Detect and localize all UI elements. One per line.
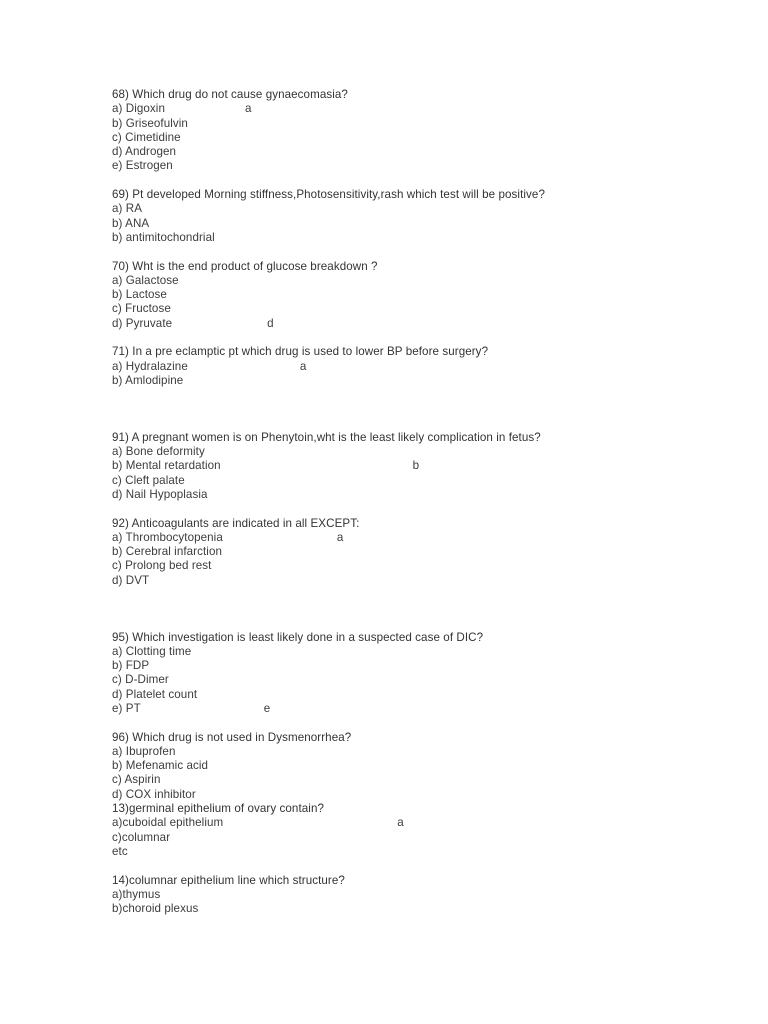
question-block [112,431,712,502]
answer-option-label: d) Nail Hypoplasia [112,487,208,501]
answer-option-label: a) Galactose [112,273,179,287]
answer-option [112,702,712,716]
question-block [112,188,712,245]
question-block [112,517,712,588]
answer-option [112,831,712,845]
answer-option-label: e) PT [112,701,141,715]
answer-option [112,902,712,916]
answer-option [112,845,712,859]
answer-option-label: d) Pyruvate [112,316,173,330]
answer-option-label: a)thymus [112,887,161,901]
answer-option-label: d) Platelet count [112,687,198,701]
answer-option-label: c) Cleft palate [112,473,185,487]
answer-option-label: b) Cerebral infarction [112,545,223,559]
answer-option [112,745,712,759]
answer-option-label: a) Bone deformity [112,445,205,459]
answer-option-label: c) Cimetidine [112,130,181,144]
answer-option [112,231,712,245]
answer-option-label: c) D-Dimer [112,673,169,687]
question-stem: 13)germinal epithelium of ovary contain? [112,802,325,816]
answer-key-marker: a [245,102,252,116]
answer-option-label: b) Mental retardation [112,459,221,473]
answer-option-label: a) Clotting time [112,644,192,658]
question-block [112,731,712,802]
answer-key-marker: d [267,316,274,330]
answer-option-label: etc [112,844,128,858]
answer-option [112,816,712,830]
answer-option-label: c) Fructose [112,302,171,316]
answer-option-label: b) Mefenamic acid [112,759,209,773]
answer-option [112,788,712,802]
answer-option-label: a) Thrombocytopenia [112,530,223,544]
answer-option [112,545,712,559]
answer-option [112,488,712,502]
answer-option [112,302,712,316]
answer-option-label: a) Hydralazine [112,359,188,373]
answer-option [112,360,712,374]
question-stem: 14)columnar epithelium line which structure? [112,873,345,887]
answer-option-label: a) RA [112,202,143,216]
answer-option-label: a) Ibuprofen [112,744,176,758]
answer-key-marker: a [299,359,307,373]
answer-option [112,659,712,673]
answer-option-label: a) Digoxin [112,102,165,116]
answer-option [112,673,712,687]
answer-option [112,317,712,331]
answer-option-label: d) Androgen [112,145,177,159]
answer-key-marker: b [412,459,420,473]
answer-option [112,773,712,787]
answer-option-label: b) ANA [112,216,150,230]
answer-option-label: c) Aspirin [112,773,161,787]
answer-key-marker: e [263,701,271,715]
question-stem: 91) A pregnant women is on Phenytoin,wht is the least likely complication in fetus? [112,430,541,444]
question-stem: 96) Which drug is not used in Dysmenorrhea? [112,730,352,744]
question-stem: 71) In a pre eclamptic pt which drug is used to lower BP before surgery? [112,345,489,359]
answer-option-label: b)choroid plexus [112,902,199,916]
question-block [112,88,712,174]
answer-option [112,274,712,288]
answer-option [112,159,712,173]
answer-option [112,645,712,659]
answer-option [112,217,712,231]
question-stem: 70) Wht is the end product of glucose breakdown ? [112,259,378,273]
question-stem: 69) Pt developed Morning stiffness,Photosensitivity,rash which test will be positive? [112,188,545,202]
question-block [112,260,712,331]
answer-option-label: d) COX inhibitor [112,787,196,801]
answer-option-label: b) Griseofulvin [112,116,188,130]
answer-option [112,559,712,573]
answer-option-label: c)columnar [112,830,171,844]
question-block [112,631,712,717]
answer-option [112,445,712,459]
answer-key-marker: a [336,530,344,544]
answer-option [112,574,712,588]
answer-option-label: c) Prolong bed rest [112,559,212,573]
answer-option [112,888,712,902]
answer-option-label: b) Lactose [112,288,167,302]
question-list [112,88,712,916]
question-block [112,874,712,917]
answer-key-marker: a [397,816,404,830]
answer-option [112,459,712,473]
answer-option [112,202,712,216]
answer-option-label: b) FDP [112,659,150,673]
answer-option-label: e) Estrogen [112,159,173,173]
answer-option [112,374,712,388]
question-stem: 95) Which investigation is least likely done in a suspected case of DIC? [112,630,484,644]
question-block [112,802,712,859]
answer-option [112,131,712,145]
answer-option [112,474,712,488]
answer-option [112,759,712,773]
question-stem: 68) Which drug do not cause gynaecomasia? [112,88,348,101]
answer-option [112,688,712,702]
answer-option [112,288,712,302]
answer-option [112,102,712,116]
answer-option-label: a)cuboidal epithelium [112,816,224,830]
question-stem: 92) Anticoagulants are indicated in all EXCEPT: [112,516,360,530]
answer-option-label: b) Amlodipine [112,373,184,387]
question-block [112,345,712,388]
answer-option-label: b) antimitochondrial [112,230,215,244]
answer-option [112,117,712,131]
answer-option [112,145,712,159]
answer-option [112,531,712,545]
answer-option-label: d) DVT [112,573,150,587]
